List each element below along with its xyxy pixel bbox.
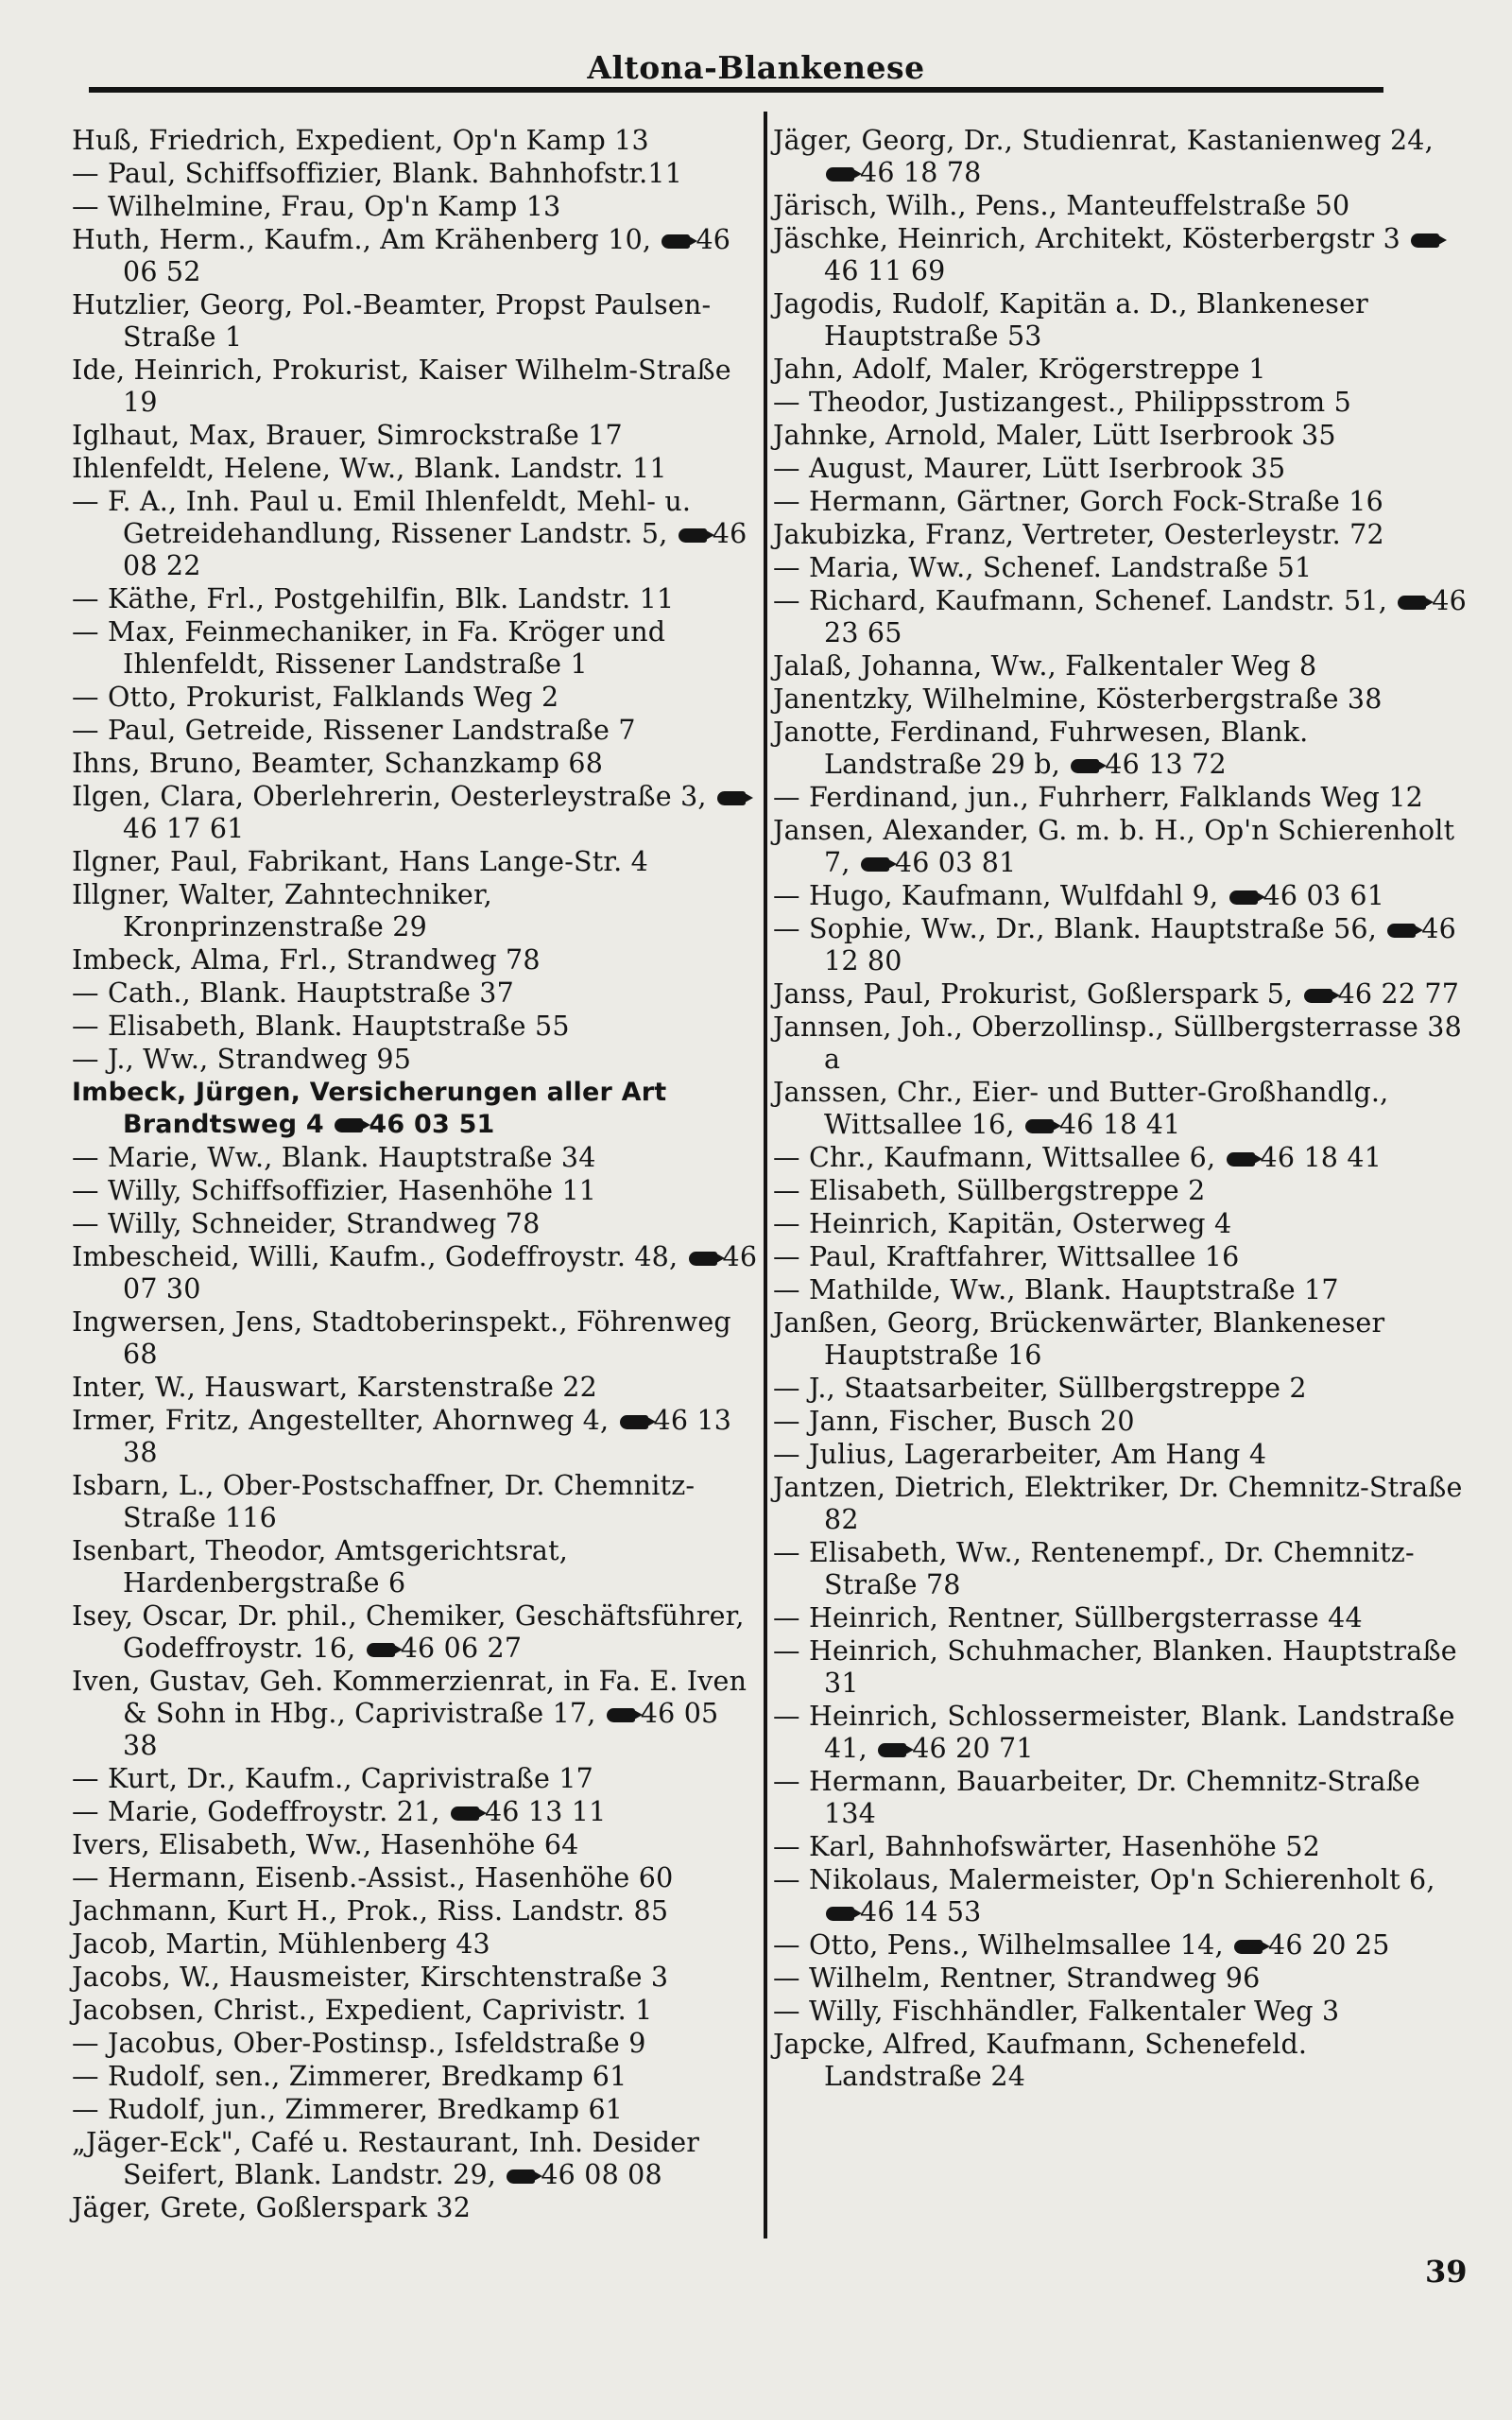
entry-text: — Elisabeth, Ww., Rentenempf., Dr. Chemnitz-Straße 78 (773, 1537, 1415, 1600)
entry-text: Ihlenfeldt, Helene, Ww., Blank. Landstr. 11 (72, 453, 667, 484)
directory-entry (773, 683, 1469, 716)
directory-entry (72, 2028, 760, 2060)
directory-entry (773, 1831, 1469, 1863)
directory-entry (773, 1274, 1469, 1306)
directory-entry (72, 1077, 760, 1141)
directory-entry (773, 1864, 1469, 1928)
entry-text: Jahnke, Arnold, Maler, Lütt Iserbrook 35 (773, 420, 1336, 451)
entry-text: Jäger, Grete, Goßlerspark 32 (72, 2192, 472, 2223)
entry-text: — Sophie, Ww., Dr., Blank. Hauptstraße 56, (773, 913, 1378, 944)
directory-entry (72, 1208, 760, 1240)
directory-entry (72, 1470, 760, 1534)
directory-entry (773, 1439, 1469, 1471)
directory-entry (72, 1796, 760, 1828)
telephone-icon (1411, 233, 1439, 248)
directory-entry (773, 782, 1469, 814)
directory-entry (72, 879, 760, 943)
directory-entry (773, 717, 1469, 781)
entry-text: — Willy, Schiffsoffizier, Hasenhöhe 11 (72, 1175, 597, 1206)
entry-text: Ivers, Elisabeth, Ww., Hasenhöhe 64 (72, 1829, 579, 1860)
directory-entry (72, 1862, 760, 1894)
directory-entry (72, 1763, 760, 1795)
entry-text: — J., Ww., Strandweg 95 (72, 1044, 412, 1075)
entry-text: Isey, Oscar, Dr. phil., Chemiker, Geschäftsführer, Godeffroystr. 16, (72, 1600, 745, 1664)
entry-text: — Rudolf, jun., Zimmerer, Bredkamp 61 (72, 2094, 624, 2125)
directory-entry (773, 190, 1469, 222)
entry-text: — Marie, Ww., Blank. Hauptstraße 34 (72, 1142, 596, 1173)
directory-entry (773, 420, 1469, 452)
directory-entry (773, 1996, 1469, 2028)
directory-entry (773, 815, 1469, 879)
entry-text: — Hermann, Gärtner, Gorch Fock-Straße 16 (773, 486, 1383, 517)
directory-entry (72, 420, 760, 452)
directory-entry (773, 650, 1469, 683)
directory-entry (72, 2127, 760, 2191)
entry-text: — Wilhelmine, Frau, Op'n Kamp 13 (72, 191, 561, 222)
telephone-icon (679, 528, 707, 543)
directory-entry (773, 1241, 1469, 1273)
entry-text: — Richard, Kaufmann, Schenef. Landstr. 51, (773, 585, 1387, 616)
entry-text: — Hermann, Bauarbeiter, Dr. Chemnitz-Straße 134 (773, 1766, 1420, 1829)
directory-entry (72, 1142, 760, 1174)
entry-text: — Marie, Godeffroystr. 21, (72, 1796, 440, 1827)
entry-text: Hutzlier, Georg, Pol.-Beamter, Propst Paulsen-Straße 1 (72, 289, 712, 353)
directory-entry (72, 453, 760, 485)
directory-entry (72, 715, 760, 747)
entry-text: Ide, Heinrich, Prokurist, Kaiser Wilhelm-Straße 19 (72, 354, 731, 418)
directory-entry (72, 224, 760, 288)
directory-entry (72, 1306, 760, 1371)
entry-text: Jachmann, Kurt H., Prok., Riss. Landstr. 85 (72, 1895, 669, 1927)
entry-text: — Willy, Fischhändler, Falkentaler Weg 3 (773, 1996, 1340, 2027)
phone-number: 46 12 80 (824, 913, 1456, 977)
phone-number: 46 18 41 (1260, 1142, 1383, 1173)
directory-entry (773, 978, 1469, 1011)
entry-text: Huß, Friedrich, Expedient, Op'n Kamp 13 (72, 125, 649, 156)
directory-entry (773, 1307, 1469, 1372)
directory-entry (773, 387, 1469, 419)
entry-text: Järisch, Wilh., Pens., Manteuffelstraße 50 (773, 190, 1350, 221)
entry-text: Jacobsen, Christ., Expedient, Caprivistr. 1 (72, 1995, 653, 2026)
entry-text: Irmer, Fritz, Angestellter, Ahornweg 4, (72, 1405, 610, 1436)
directory-entry (773, 1766, 1469, 1830)
entry-text: — Elisabeth, Blank. Hauptstraße 55 (72, 1011, 570, 1042)
entry-text: Iven, Gustav, Geh. Kommerzienrat, in Fa. E. Iven & Sohn in Hbg., Caprivistraße 17, (72, 1666, 747, 1729)
phone-number: 46 18 41 (1058, 1109, 1181, 1140)
phone-number: 46 07 30 (123, 1241, 758, 1305)
phone-number: 46 03 61 (1263, 880, 1385, 911)
directory-entry (773, 354, 1469, 386)
directory-entry (72, 846, 760, 878)
entry-text: — F. A., Inh. Paul u. Emil Ihlenfeldt, Mehl- u. Getreidehandlung, Rissener Landstr. 5, (72, 486, 692, 549)
telephone-icon (335, 1118, 363, 1132)
entry-text: Isbarn, L., Ober-Postschaffner, Dr. Chemnitz-Straße 116 (72, 1470, 696, 1533)
phone-number: 46 17 61 (123, 813, 245, 844)
directory-entry (773, 1011, 1469, 1076)
entry-text: — Paul, Getreide, Rissener Landstraße 7 (72, 715, 636, 746)
phone-number: 46 06 52 (123, 224, 731, 287)
directory-entry (72, 944, 760, 977)
entry-text: — Otto, Pens., Wilhelmsallee 14, (773, 1929, 1224, 1961)
directory-entry (773, 1077, 1469, 1141)
directory-entry (72, 1829, 760, 1861)
telephone-icon (1071, 759, 1099, 773)
entry-text: Jacob, Martin, Mühlenberg 43 (72, 1928, 490, 1960)
phone-number: 46 20 71 (912, 1733, 1034, 1764)
phone-number: 46 03 81 (894, 847, 1017, 878)
telephone-icon (1304, 989, 1332, 1003)
directory-entry (773, 880, 1469, 912)
entry-text: — Hermann, Eisenb.-Assist., Hasenhöhe 60 (72, 1862, 674, 1893)
entry-text: Ilgner, Paul, Fabrikant, Hans Lange-Str. 4 (72, 846, 648, 877)
entry-text: Janentzky, Wilhelmine, Kösterbergstraße 38 (773, 683, 1383, 715)
right-column (773, 125, 1469, 2094)
directory-entry (72, 1928, 760, 1961)
directory-entry (72, 1372, 760, 1404)
entry-text: Imbeck, Jürgen, Versicherungen aller Art Brandtsweg 4 (72, 1078, 667, 1139)
entry-text: Jahn, Adolf, Maler, Krögerstreppe 1 (773, 354, 1266, 385)
entry-text: — Max, Feinmechaniker, in Fa. Kröger und Ihlenfeldt, Rissener Landstraße 1 (72, 616, 666, 680)
telephone-icon (1229, 890, 1258, 905)
directory-entry (773, 223, 1469, 287)
entry-text: Jantzen, Dietrich, Elektriker, Dr. Chemnitz-Straße 82 (773, 1472, 1463, 1535)
phone-number: 46 13 72 (1105, 749, 1227, 780)
phone-number: 46 05 38 (123, 1698, 719, 1761)
phone-number: 46 23 65 (824, 585, 1467, 648)
entry-text: Jäger, Georg, Dr., Studienrat, Kastanienweg 24, (773, 125, 1434, 156)
phone-number: 46 22 77 (1337, 978, 1460, 1010)
directory-entry (773, 453, 1469, 485)
telephone-icon (826, 167, 854, 182)
directory-entry (72, 748, 760, 780)
directory-entry (72, 1895, 760, 1927)
telephone-icon (1234, 1940, 1263, 1954)
page-number: 39 (1425, 2254, 1468, 2290)
directory-entry (773, 1472, 1469, 1536)
directory-entry (72, 1241, 760, 1305)
entry-text: Janotte, Ferdinand, Fuhrwesen, Blank. Landstraße 29 b, (773, 717, 1309, 780)
entry-text: — Paul, Schiffsoffizier, Blank. Bahnhofstr.11 (72, 158, 683, 189)
entry-text: Huth, Herm., Kaufm., Am Krähenberg 10, (72, 224, 652, 255)
directory-entry (72, 2192, 760, 2224)
entry-text: — Chr., Kaufmann, Wittsallee 6, (773, 1142, 1216, 1173)
entry-text: — Heinrich, Schlossermeister, Blank. Landstraße 41, (773, 1701, 1455, 1764)
entry-text: — Wilhelm, Rentner, Strandweg 96 (773, 1962, 1261, 1994)
directory-entry (773, 288, 1469, 353)
directory-entry (72, 2061, 760, 2093)
directory-entry (773, 585, 1469, 649)
entry-text: — Elisabeth, Süllbergstreppe 2 (773, 1175, 1206, 1206)
telephone-icon (689, 1252, 717, 1266)
entry-text: Janßen, Georg, Brückenwärter, Blankeneser Hauptstraße 16 (773, 1307, 1385, 1371)
directory-entry (72, 616, 760, 681)
telephone-icon (861, 857, 889, 872)
directory-entry (72, 1011, 760, 1043)
directory-entry (72, 191, 760, 223)
phone-number: 46 18 78 (860, 157, 982, 188)
directory-entry (773, 1208, 1469, 1240)
telephone-icon (826, 1907, 854, 1921)
directory-entry (773, 1962, 1469, 1995)
telephone-icon (717, 791, 746, 805)
directory-entry (773, 1537, 1469, 1601)
telephone-icon (1025, 1119, 1054, 1133)
entry-text: — August, Maurer, Lütt Iserbrook 35 (773, 453, 1286, 484)
entry-text: — Karl, Bahnhofswärter, Hasenhöhe 52 (773, 1831, 1320, 1862)
telephone-icon (878, 1743, 906, 1757)
entry-text: Ingwersen, Jens, Stadtoberinspekt., Föhrenweg 68 (72, 1306, 731, 1370)
entry-text: — Rudolf, sen., Zimmerer, Bredkamp 61 (72, 2061, 627, 2092)
entry-text: — Heinrich, Rentner, Süllbergsterrasse 44 (773, 1602, 1363, 1634)
phone-number: 46 11 69 (824, 255, 946, 286)
phone-number: 46 03 51 (369, 1110, 495, 1139)
directory-entry (72, 1044, 760, 1076)
entry-text: Jannsen, Joh., Oberzollinsp., Süllbergsterrasse 38 a (773, 1011, 1462, 1075)
directory-entry (773, 1602, 1469, 1634)
entry-text: — Jacobus, Ober-Postinsp., Isfeldstraße 9 (72, 2028, 646, 2059)
directory-entry (773, 913, 1469, 977)
directory-entry (72, 1175, 760, 1207)
entry-text: Jacobs, W., Hausmeister, Kirschtenstraße 3 (72, 1962, 669, 1993)
entry-text: — Heinrich, Schuhmacher, Blanken. Hauptstraße 31 (773, 1635, 1457, 1699)
entry-text: — Julius, Lagerarbeiter, Am Hang 4 (773, 1439, 1267, 1470)
column-divider (764, 112, 767, 2238)
entry-text: — J., Staatsarbeiter, Süllbergstreppe 2 (773, 1373, 1307, 1404)
directory-entry (72, 289, 760, 354)
telephone-icon (451, 1806, 479, 1821)
entry-text: „Jäger-Eck", Café u. Restaurant, Inh. Desider Seifert, Blank. Landstr. 29, (72, 2127, 700, 2190)
directory-entry (773, 1175, 1469, 1207)
entry-text: Illgner, Walter, Zahntechniker, Kronprinzenstraße 29 (72, 879, 492, 942)
entry-text: Imbescheid, Willi, Kaufm., Godeffroystr. 48, (72, 1241, 679, 1272)
directory-entry (773, 519, 1469, 551)
phone-number: 46 08 08 (541, 2159, 662, 2190)
entry-text: Jakubizka, Franz, Vertreter, Oesterleystr. 72 (773, 519, 1384, 550)
entry-text: Janssen, Chr., Eier- und Butter-Großhandlg., Wittsallee 16, (773, 1077, 1389, 1140)
entry-text: Japcke, Alfred, Kaufmann, Schenefeld. Landstraße 24 (773, 2029, 1308, 2092)
telephone-icon (662, 234, 690, 249)
telephone-icon (507, 2169, 535, 2184)
entry-text: — Heinrich, Kapitän, Osterweg 4 (773, 1208, 1232, 1239)
directory-entry (72, 1405, 760, 1469)
entry-text: — Kurt, Dr., Kaufm., Caprivistraße 17 (72, 1763, 594, 1794)
directory-entry (72, 158, 760, 190)
phone-number: 46 13 38 (123, 1405, 732, 1468)
left-column (72, 125, 760, 2225)
entry-text: — Ferdinand, jun., Fuhrherr, Falklands Weg 12 (773, 782, 1423, 813)
entry-text: Ihns, Bruno, Beamter, Schanzkamp 68 (72, 748, 604, 779)
entry-text: Iglhaut, Max, Brauer, Simrockstraße 17 (72, 420, 623, 451)
directory-entry (773, 1142, 1469, 1174)
directory-entry (72, 2094, 760, 2126)
entry-text: — Jann, Fischer, Busch 20 (773, 1406, 1135, 1437)
entry-text: — Maria, Ww., Schenef. Landstraße 51 (773, 552, 1313, 583)
entry-text: Janss, Paul, Prokurist, Goßlerspark 5, (773, 978, 1294, 1010)
telephone-icon (607, 1708, 635, 1722)
directory-entry (773, 1635, 1469, 1700)
page-header: Altona-Blankenese (587, 49, 925, 86)
entry-text: Jagodis, Rudolf, Kapitän a. D., Blankeneser Hauptstraße 53 (773, 288, 1369, 352)
directory-entry (72, 1962, 760, 1994)
phone-number: 46 13 11 (484, 1796, 607, 1827)
entry-text: Jäschke, Heinrich, Architekt, Kösterbergstr 3 (773, 223, 1400, 254)
directory-entry (773, 486, 1469, 518)
directory-entry (773, 1373, 1469, 1405)
directory-entry (72, 486, 760, 582)
telephone-icon (1387, 924, 1416, 938)
directory-entry (72, 977, 760, 1010)
telephone-icon (620, 1415, 648, 1429)
directory-entry (773, 125, 1469, 189)
phone-number: 46 20 25 (1268, 1929, 1390, 1961)
directory-entry (72, 781, 760, 845)
entry-text: — Hugo, Kaufmann, Wulfdahl 9, (773, 880, 1219, 911)
entry-text: — Käthe, Frl., Postgehilfin, Blk. Landstr. 11 (72, 583, 675, 614)
entry-text: — Mathilde, Ww., Blank. Hauptstraße 17 (773, 1274, 1339, 1305)
entry-text: — Nikolaus, Malermeister, Op'n Schierenholt 6, (773, 1864, 1435, 1895)
directory-entry (72, 1600, 760, 1665)
directory-entry (773, 1406, 1469, 1438)
directory-entry (773, 1701, 1469, 1765)
telephone-icon (1227, 1152, 1255, 1167)
directory-entry (72, 1995, 760, 2027)
phone-number: 46 08 22 (123, 518, 747, 581)
directory-entry (773, 1929, 1469, 1962)
directory-entry (773, 2029, 1469, 2093)
phone-number: 46 14 53 (860, 1896, 982, 1927)
entry-text: — Willy, Schneider, Strandweg 78 (72, 1208, 541, 1239)
directory-entry (72, 1666, 760, 1762)
entry-text: — Cath., Blank. Hauptstraße 37 (72, 977, 514, 1009)
entry-text: — Paul, Kraftfahrer, Wittsallee 16 (773, 1241, 1240, 1272)
directory-entry (72, 125, 760, 157)
telephone-icon (367, 1643, 395, 1657)
directory-entry (773, 552, 1469, 584)
entry-text: — Theodor, Justizangest., Philippsstrom 5 (773, 387, 1351, 418)
entry-text: Jansen, Alexander, G. m. b. H., Op'n Schierenholt 7, (773, 815, 1455, 878)
directory-entry (72, 583, 760, 615)
directory-entry (72, 682, 760, 714)
phone-number: 46 06 27 (400, 1633, 523, 1664)
header-rule (89, 87, 1383, 93)
entry-text: Inter, W., Hauswart, Karstenstraße 22 (72, 1372, 597, 1403)
entry-text: — Otto, Prokurist, Falklands Weg 2 (72, 682, 559, 713)
telephone-icon (1398, 596, 1426, 610)
directory-entry (72, 1535, 760, 1599)
entry-text: Ilgen, Clara, Oberlehrerin, Oesterleystraße 3, (72, 781, 707, 812)
entry-text: Imbeck, Alma, Frl., Strandweg 78 (72, 944, 541, 976)
entry-text: Isenbart, Theodor, Amtsgerichtsrat, Hardenbergstraße 6 (72, 1535, 568, 1599)
entry-text: Jalaß, Johanna, Ww., Falkentaler Weg 8 (773, 650, 1317, 682)
directory-entry (72, 354, 760, 419)
